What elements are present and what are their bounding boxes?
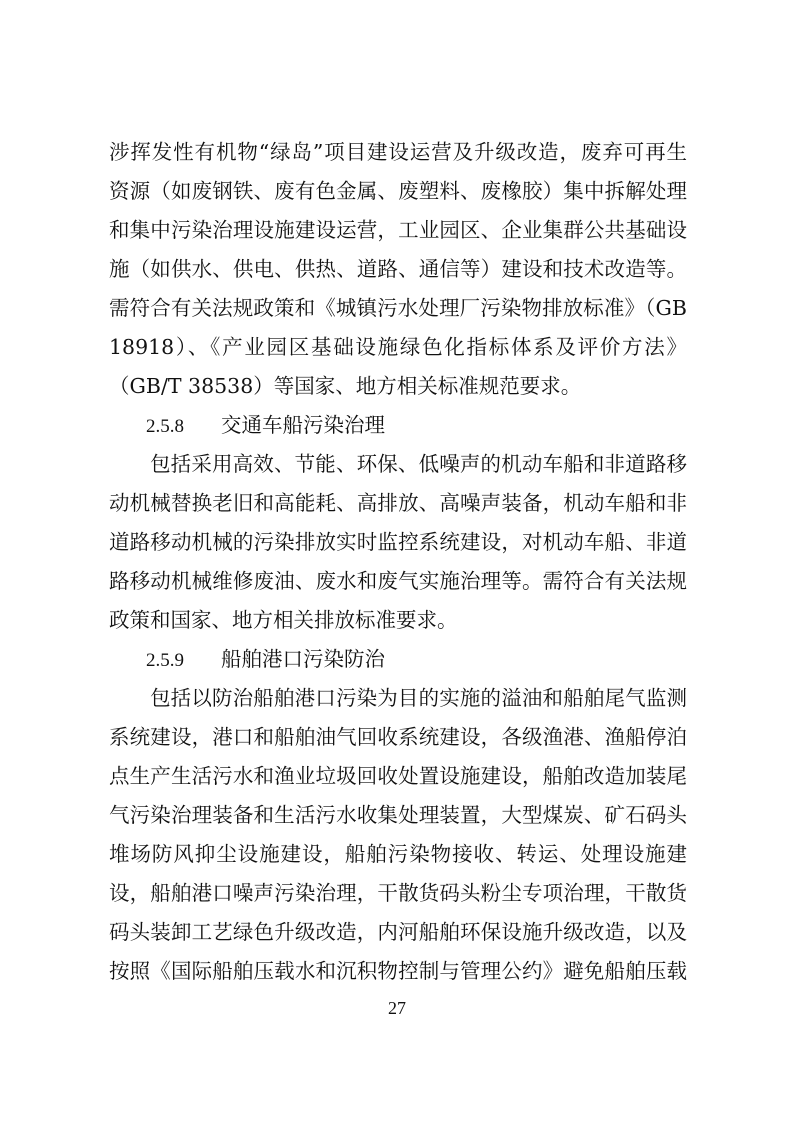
paragraph-line: 设，船舶港口噪声污染治理，干散货码头粉尘专项治理，干散货 <box>109 881 687 905</box>
paragraph-line: 需符合有关法规政策和《城镇污水处理厂污染物排放标准》（GB <box>109 296 687 320</box>
paragraph-line: 资源（如废钢铁、废有色金属、废塑料、废橡胶）集中拆解处理 <box>109 179 687 203</box>
paragraph-line: 和集中污染治理设施建设运营，工业园区、企业集群公共基础设 <box>109 218 687 242</box>
section-title: 交通车船污染治理 <box>221 413 385 437</box>
paragraph-line: 按照《国际船舶压载水和沉积物控制与管理公约》避免船舶压载 <box>109 959 687 983</box>
paragraph-1 <box>109 133 687 406</box>
section-2-5-8 <box>109 406 687 640</box>
section-heading <box>109 406 687 445</box>
section-heading <box>109 640 687 679</box>
paragraph-line: 点生产生活污水和渔业垃圾回收处置设施建设，船舶改造加装尾 <box>109 764 687 788</box>
paragraph-line: 包括以防治船舶港口污染为目的实施的溢油和船舶尾气监测 <box>150 686 687 710</box>
paragraph-line: 包括采用高效、节能、环保、低噪声的机动车船和非道路移 <box>150 452 687 476</box>
paragraph-line: 气污染治理装备和生活污水收集处理装置，大型煤炭、矿石码头 <box>109 803 687 827</box>
paragraph-line: 政策和国家、地方相关排放标准要求。 <box>109 608 458 632</box>
paragraph-line: 道路移动机械的污染排放实时监控系统建设，对机动车船、非道 <box>109 530 687 554</box>
paragraph-line: 18918）、《产业园区基础设施绿色化指标体系及评价方法》 <box>109 335 687 359</box>
paragraph-line: 码头装卸工艺绿色升级改造，内河船舶环保设施升级改造，以及 <box>109 920 687 944</box>
paragraph-line: 堆场防风抑尘设施建设，船舶污染物接收、转运、处理设施建 <box>109 842 687 866</box>
paragraph-line: （GB/T 38538）等国家、地方相关标准规范要求。 <box>109 374 582 398</box>
paragraph-line: 路移动机械维修废油、废水和废气实施治理等。需符合有关法规 <box>109 569 687 593</box>
page-number: 27 <box>388 998 406 1018</box>
paragraph-line: 涉挥发性有机物“绿岛”项目建设运营及升级改造，废弃可再生 <box>109 140 687 164</box>
section-title: 船舶港口污染防治 <box>221 647 385 671</box>
section-2-5-9 <box>109 640 687 991</box>
section-number: 2.5.8 <box>146 416 184 437</box>
paragraph-line: 动机械替换老旧和高能耗、高排放、高噪声装备，机动车船和非 <box>109 491 687 515</box>
paragraph-line: 系统建设，港口和船舶油气回收系统建设，各级渔港、渔船停泊 <box>109 725 687 749</box>
paragraph-line: 施（如供水、供电、供热、道路、通信等）建设和技术改造等。 <box>109 257 687 281</box>
section-number: 2.5.9 <box>146 650 184 671</box>
